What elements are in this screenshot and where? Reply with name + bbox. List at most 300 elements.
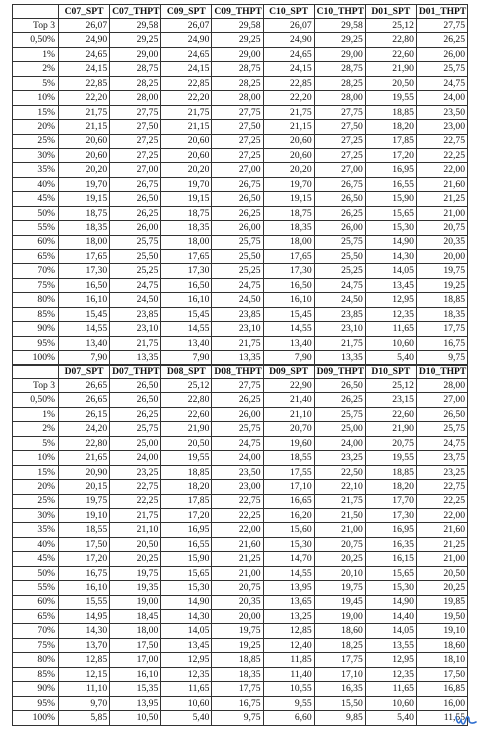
score-cell: 19,75 [212,624,263,638]
score-cell: 28,75 [212,62,263,76]
column-header: D08_SPT [161,365,212,379]
row-label-cell: 30% [13,508,59,522]
row-label-cell: 25% [13,134,59,148]
score-cell: 13,45 [365,278,416,292]
score-cell: 21,10 [263,407,314,421]
score-cell: 14,55 [161,322,212,336]
score-cell: 20,75 [365,436,416,450]
score-cell: 19,10 [416,624,467,638]
score-cell: 12,35 [365,307,416,321]
table-row [13,47,468,61]
score-cell: 27,25 [110,148,161,162]
row-label-cell: 35% [13,163,59,177]
score-cell: 24,75 [212,278,263,292]
score-cell: 19,45 [314,595,365,609]
row-label-cell: 40% [13,537,59,551]
score-cell: 17,50 [416,667,467,681]
row-label-cell: 30% [13,148,59,162]
score-cell: 24,50 [110,293,161,307]
score-cell: 11,85 [263,653,314,667]
score-cell: 18,35 [161,221,212,235]
score-cell: 22,85 [263,76,314,90]
row-label-cell: 15% [13,465,59,479]
score-cell: 18,75 [161,206,212,220]
score-cell: 25,75 [110,422,161,436]
row-label-cell: 2% [13,62,59,76]
score-cell: 19,75 [314,581,365,595]
score-cell: 20,70 [263,422,314,436]
score-cell: 26,00 [110,221,161,235]
table-row [13,624,468,638]
score-cell: 26,07 [263,19,314,33]
row-label-cell: 55% [13,581,59,595]
score-cell: 16,95 [365,163,416,177]
score-cell: 27,75 [212,105,263,119]
table-row [13,105,468,119]
score-cell: 21,75 [314,336,365,350]
row-label-cell: 0,50% [13,393,59,407]
score-cell: 18,00 [59,235,110,249]
score-cell: 22,75 [416,480,467,494]
score-cell: 20,50 [110,537,161,551]
score-cell: 19,70 [161,177,212,191]
score-cell: 21,75 [314,494,365,508]
score-cell: 16,95 [365,523,416,537]
row-label-cell: 65% [13,610,59,624]
score-cell: 20,15 [59,480,110,494]
table-row [13,508,468,522]
score-cell: 21,75 [59,105,110,119]
score-cell: 16,15 [365,552,416,566]
score-cell: 27,00 [110,163,161,177]
score-cell: 28,00 [110,91,161,105]
table-row [13,494,468,508]
score-cell: 26,75 [110,177,161,191]
score-cell: 9,75 [212,711,263,725]
score-cell: 22,00 [212,523,263,537]
score-cell: 19,70 [263,177,314,191]
table-row [13,682,468,696]
row-label-cell: 5% [13,436,59,450]
column-header: D10_SPT [365,365,416,379]
score-cell: 26,75 [212,177,263,191]
score-cell: 18,55 [59,523,110,537]
score-cell: 14,90 [161,595,212,609]
score-cell: 27,50 [212,120,263,134]
score-cell: 21,00 [314,523,365,537]
score-cell: 22,60 [365,407,416,421]
score-cell: 16,50 [59,278,110,292]
score-cell: 22,00 [416,508,467,522]
row-label-cell: 70% [13,624,59,638]
score-cell: 23,00 [416,120,467,134]
row-label-cell: 15% [13,105,59,119]
row-label-cell: Top 3 [13,379,59,393]
score-cell: 21,90 [161,422,212,436]
score-cell: 16,20 [263,508,314,522]
score-cell: 22,20 [59,91,110,105]
score-cell: 20,20 [59,163,110,177]
table-row [13,250,468,264]
score-cell: 14,55 [263,322,314,336]
column-header: C10_SPT [263,5,314,19]
score-cell: 7,90 [59,351,110,365]
row-label-cell: Top 3 [13,19,59,33]
score-cell: 22,60 [161,407,212,421]
column-header: D08_THPT [212,365,263,379]
score-cell: 28,00 [212,91,263,105]
score-cell: 14,55 [263,566,314,580]
score-cell: 20,90 [59,465,110,479]
score-cell: 27,25 [314,148,365,162]
score-cell: 25,12 [365,379,416,393]
table-row [13,407,468,421]
score-cell: 26,25 [416,33,467,47]
score-cell: 10,55 [263,682,314,696]
score-cell: 15,30 [365,581,416,595]
score-cell: 5,40 [365,711,416,725]
score-cell: 16,75 [59,566,110,580]
score-cell: 19,55 [365,451,416,465]
header-row [13,365,468,379]
row-label-cell: 45% [13,192,59,206]
score-cell: 15,35 [110,682,161,696]
score-cell: 14,90 [365,595,416,609]
table-row [13,322,468,336]
score-cell: 23,75 [416,451,467,465]
score-cell: 15,90 [161,552,212,566]
score-cell: 20,25 [110,552,161,566]
score-cell: 24,50 [212,293,263,307]
score-cell: 24,90 [263,33,314,47]
score-cell: 17,65 [161,250,212,264]
score-cell: 13,35 [314,351,365,365]
column-header: D09_SPT [263,365,314,379]
score-cell: 14,40 [365,610,416,624]
score-cell: 18,85 [212,653,263,667]
score-cell: 15,45 [161,307,212,321]
score-cell: 23,25 [416,465,467,479]
score-cell: 18,35 [416,307,467,321]
score-cell: 24,15 [263,62,314,76]
score-cell: 29,25 [110,33,161,47]
table-row [13,581,468,595]
score-cell: 25,50 [212,250,263,264]
score-cell: 28,00 [314,91,365,105]
score-cell: 18,35 [263,221,314,235]
row-label-cell: 2% [13,422,59,436]
score-cell: 23,25 [314,451,365,465]
score-cell: 14,05 [365,264,416,278]
table-row [13,307,468,321]
score-cell: 26,00 [212,221,263,235]
score-cell: 27,00 [314,163,365,177]
score-cell: 19,75 [59,494,110,508]
score-cell: 25,75 [110,235,161,249]
score-cell: 16,50 [161,278,212,292]
score-cell: 5,85 [59,711,110,725]
score-cell: 18,00 [161,235,212,249]
score-cell: 19,50 [416,610,467,624]
score-cell: 13,40 [59,336,110,350]
score-cell: 15,65 [161,566,212,580]
score-cell: 18,20 [161,480,212,494]
table-row [13,638,468,652]
row-label-cell: 80% [13,653,59,667]
score-cell: 18,85 [365,465,416,479]
score-cell: 17,50 [110,638,161,652]
score-cell: 23,15 [365,393,416,407]
score-cell: 26,50 [314,379,365,393]
score-cell: 24,75 [314,278,365,292]
table-row [13,566,468,580]
score-cell: 29,00 [212,47,263,61]
table-row [13,653,468,667]
table-row [13,264,468,278]
column-header: D07_SPT [59,365,110,379]
score-cell: 20,00 [416,250,467,264]
score-cell: 25,75 [212,422,263,436]
score-cell: 26,07 [161,19,212,33]
score-cell: 9,85 [314,711,365,725]
score-cell: 21,25 [416,537,467,551]
score-cell: 22,25 [212,508,263,522]
score-cell: 24,20 [59,422,110,436]
score-cell: 18,25 [314,638,365,652]
row-label-cell: 0,50% [13,33,59,47]
score-cell: 17,30 [161,264,212,278]
table-row [13,436,468,450]
table-row [13,163,468,177]
score-cell: 24,65 [59,47,110,61]
score-cell: 29,25 [314,33,365,47]
score-cell: 19,60 [263,436,314,450]
row-label-cell: 20% [13,480,59,494]
score-cell: 18,35 [212,667,263,681]
score-cell: 16,10 [59,293,110,307]
score-cell: 24,00 [212,451,263,465]
table-row [13,379,468,393]
score-cell: 25,75 [416,422,467,436]
score-cell: 23,10 [110,322,161,336]
score-cell: 26,75 [314,177,365,191]
row-label-cell: 90% [13,682,59,696]
score-cell: 17,85 [161,494,212,508]
score-cell: 22,75 [212,494,263,508]
table-row [13,351,468,365]
score-cell: 22,20 [161,91,212,105]
score-cell: 13,55 [365,638,416,652]
score-cell: 14,95 [59,610,110,624]
score-cell: 18,60 [314,624,365,638]
score-cell: 22,80 [59,436,110,450]
score-cell: 20,50 [365,76,416,90]
score-cell: 22,25 [416,494,467,508]
score-cell: 12,40 [263,638,314,652]
score-cell: 28,75 [314,62,365,76]
table-row [13,552,468,566]
score-cell: 18,85 [161,465,212,479]
score-cell: 16,10 [110,667,161,681]
score-cell: 25,75 [416,62,467,76]
column-header: C09_THPT [212,5,263,19]
table-row [13,336,468,350]
score-cell: 21,60 [416,177,467,191]
table-row [13,480,468,494]
score-cell: 19,10 [59,508,110,522]
row-label-cell: 55% [13,221,59,235]
row-label-cell: 40% [13,177,59,191]
score-cell: 23,85 [110,307,161,321]
score-cell: 10,50 [110,711,161,725]
score-cell: 11,65 [365,682,416,696]
score-table-1 [12,4,468,366]
score-cell: 17,10 [314,667,365,681]
score-cell: 17,30 [263,264,314,278]
score-cell: 24,15 [161,62,212,76]
table-row [13,177,468,191]
score-cell: 20,60 [59,148,110,162]
column-header: D01_SPT [365,5,416,19]
score-cell: 26,25 [212,393,263,407]
score-cell: 13,35 [110,351,161,365]
score-cell: 23,85 [314,307,365,321]
score-cell: 27,25 [110,134,161,148]
score-cell: 20,50 [161,436,212,450]
score-cell: 23,00 [212,480,263,494]
score-cell: 25,50 [314,250,365,264]
score-cell: 20,10 [314,566,365,580]
score-cell: 9,75 [416,351,467,365]
score-cell: 16,10 [263,293,314,307]
score-cell: 21,75 [263,105,314,119]
score-cell: 16,95 [161,523,212,537]
score-cell: 12,95 [161,653,212,667]
score-cell: 25,25 [314,264,365,278]
score-cell: 14,05 [161,624,212,638]
score-cell: 19,25 [212,638,263,652]
score-cell: 29,58 [212,19,263,33]
score-cell: 21,15 [263,120,314,134]
score-cell: 16,35 [314,682,365,696]
column-header: C07_THPT [110,5,161,19]
column-header: C09_SPT [161,5,212,19]
row-label-cell: 1% [13,47,59,61]
score-cell: 17,30 [59,264,110,278]
row-label-cell: 60% [13,235,59,249]
header-row [13,5,468,19]
table-row [13,711,468,725]
row-label-cell: 20% [13,120,59,134]
score-cell: 21,15 [59,120,110,134]
score-cell: 10,60 [365,336,416,350]
score-cell: 23,50 [416,105,467,119]
score-cell: 22,00 [416,163,467,177]
score-cell: 17,65 [263,250,314,264]
row-label-cell: 85% [13,667,59,681]
signature-logo-icon [454,711,478,729]
score-cell: 26,00 [314,221,365,235]
score-cell: 25,00 [110,436,161,450]
score-cell: 27,25 [212,134,263,148]
score-cell: 27,75 [416,19,467,33]
score-cell: 28,00 [416,379,467,393]
score-cell: 21,50 [314,508,365,522]
table-row [13,235,468,249]
score-cell: 17,65 [59,250,110,264]
score-cell: 17,70 [365,494,416,508]
score-cell: 11,10 [59,682,110,696]
score-cell: 29,58 [110,19,161,33]
table-row [13,667,468,681]
score-cell: 14,55 [59,322,110,336]
score-cell: 14,30 [365,250,416,264]
score-cell: 23,85 [212,307,263,321]
score-cell: 12,35 [161,667,212,681]
table-row [13,610,468,624]
column-header: D07_THPT [110,365,161,379]
score-cell: 19,00 [110,595,161,609]
score-cell: 18,20 [365,120,416,134]
table-row [13,537,468,551]
score-cell: 22,50 [314,465,365,479]
score-cell: 17,55 [263,465,314,479]
score-cell: 21,90 [365,62,416,76]
score-cell: 22,85 [161,76,212,90]
score-cell: 14,05 [365,624,416,638]
score-cell: 26,50 [110,192,161,206]
score-cell: 19,25 [416,278,467,292]
score-cell: 26,15 [59,407,110,421]
score-cell: 27,75 [110,105,161,119]
score-cell: 16,10 [59,581,110,595]
score-cell: 16,75 [212,696,263,710]
score-cell: 19,75 [110,566,161,580]
score-cell: 15,65 [365,206,416,220]
row-label-cell: 25% [13,494,59,508]
table-row [13,595,468,609]
score-cell: 5,40 [365,351,416,365]
score-cell: 21,10 [110,523,161,537]
score-cell: 18,00 [263,235,314,249]
score-cell: 18,45 [110,610,161,624]
score-cell: 29,00 [110,47,161,61]
score-cell: 21,90 [365,422,416,436]
score-cell: 18,85 [416,293,467,307]
score-cell: 18,75 [263,206,314,220]
table-row [13,465,468,479]
column-header: D01_THPT [416,5,467,19]
score-cell: 21,60 [416,523,467,537]
score-cell: 9,70 [59,696,110,710]
score-cell: 12,15 [59,667,110,681]
score-cell: 27,75 [314,105,365,119]
score-cell: 15,30 [365,221,416,235]
table-row [13,19,468,33]
score-cell: 10,60 [365,696,416,710]
score-cell: 22,25 [416,148,467,162]
score-cell: 22,90 [263,379,314,393]
score-cell: 17,30 [365,508,416,522]
table-row [13,91,468,105]
score-cell: 11,65 [365,322,416,336]
score-cell: 21,25 [416,192,467,206]
score-cell: 13,25 [263,610,314,624]
row-label-cell: 65% [13,250,59,264]
score-cell: 17,00 [110,653,161,667]
score-cell: 16,65 [263,494,314,508]
score-cell: 19,35 [110,581,161,595]
